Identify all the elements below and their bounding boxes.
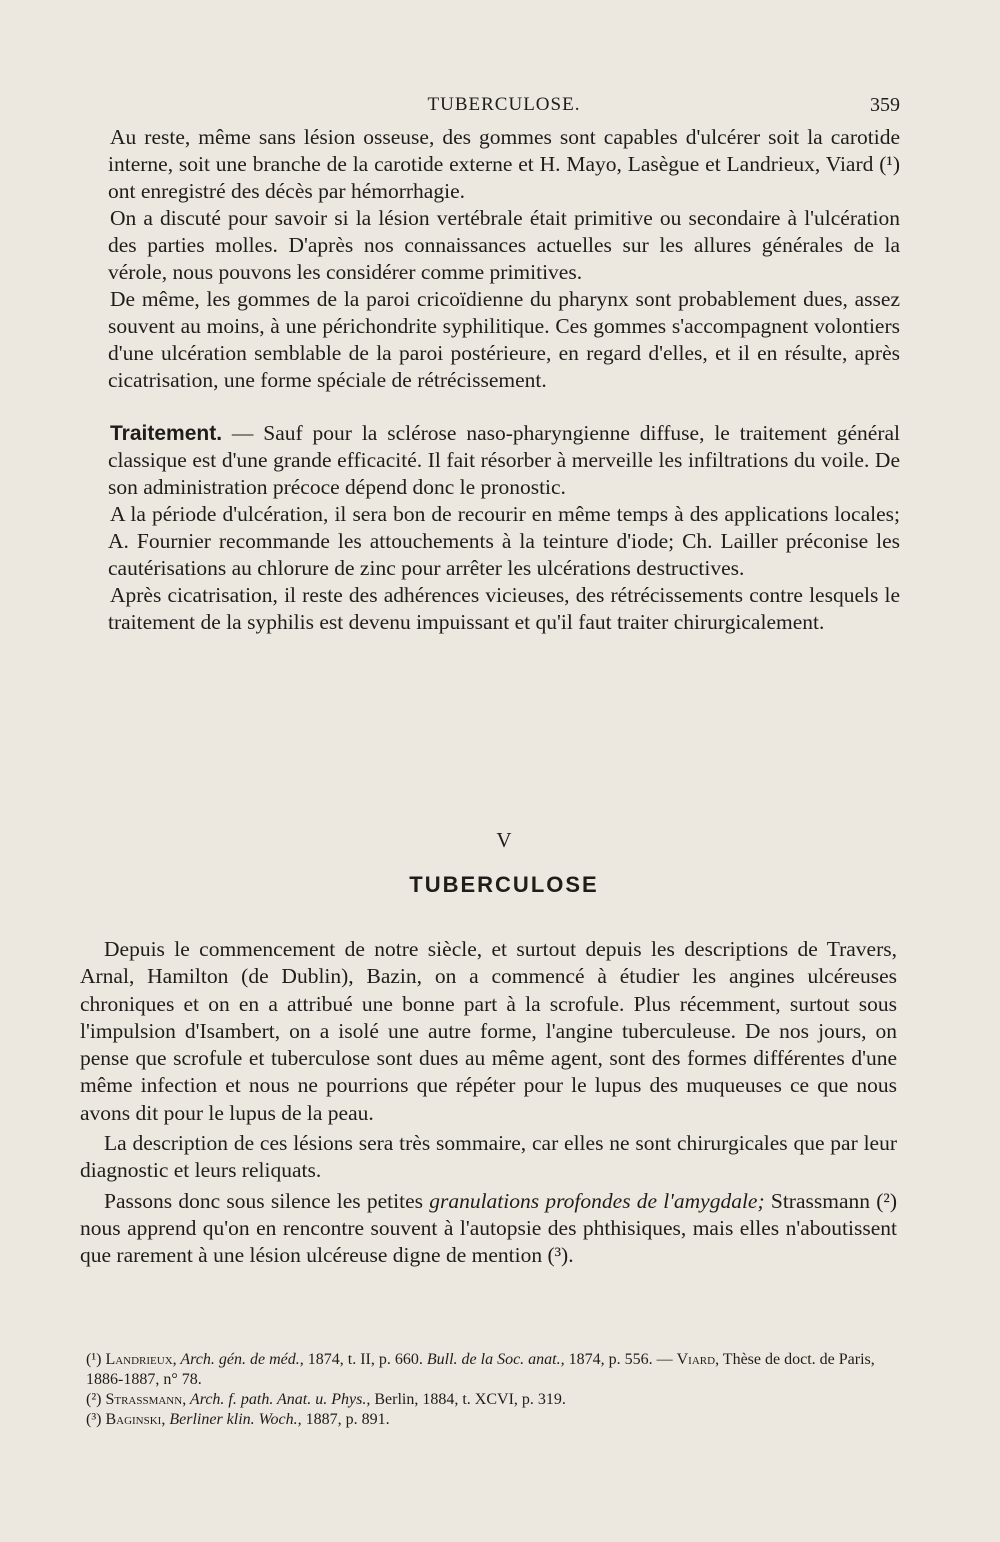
footnote-author: Strassmann, bbox=[105, 1391, 187, 1408]
paragraph: La description de ces lésions sera très sommaire, car elles ne sont chirurgicales que par leur diagnostic et leurs reliquats. bbox=[80, 1131, 897, 1183]
text-run: Passons donc sous silence les petites bbox=[104, 1188, 430, 1213]
paragraph: A la période d'ulcération, il sera bon de recourir en même temps à des applications locales; A. Fournier recommande les attouchements à la teinture d'iode; Ch. Lailler préconise les cautérisations au chlorure de zinc pour arrêter les ulcérations destructives. bbox=[108, 502, 900, 580]
treatment-text: Sauf pour la sclérose naso-pharyngienne diffuse, le traitement général classique est d'une grande efficacité. Il fait résorber à merveille les infiltrations du voile. De son administration précoce dépend donc le pronostic. bbox=[108, 421, 900, 499]
section-numeral: V bbox=[496, 828, 512, 852]
footnote-journal: Arch. f. path. Anat. u. Phys., bbox=[186, 1391, 371, 1408]
footnote bbox=[86, 1410, 896, 1430]
footnote-journal: Berliner klin. Woch., bbox=[165, 1411, 302, 1428]
footnote-author: Viard, bbox=[676, 1351, 720, 1368]
footnotes bbox=[86, 1350, 896, 1430]
paragraph: Au reste, même sans lésion osseuse, des gommes sont capables d'ulcérer soit la carotide interne, soit une branche de la carotide externe et H. Mayo, Lasègue et Landrieux, Viard (¹) ont enregistré des décès par hémorrhagie. bbox=[108, 125, 900, 203]
paragraph: De même, les gommes de la paroi cricoïdienne du pharynx sont probablement dues, assez souvent au moins, à une périchondrite syphilitique. Ces gommes s'accompagnent volontiers d'une ulcération semblable de la paroi postérieure, en regard d'elles, et il en résulte, après cicatrisation, une forme spéciale de rétrécissement. bbox=[108, 287, 900, 392]
treatment-dash: — bbox=[222, 421, 264, 445]
footnote-author: Baginski, bbox=[105, 1411, 166, 1428]
italic-term: granulations profondes de l'amygdale; bbox=[429, 1188, 765, 1213]
footnote-text: 1874, p. 556. — bbox=[564, 1351, 673, 1368]
syphilis-continuation-text bbox=[108, 124, 900, 636]
paragraph: Depuis le commencement de notre siècle, et surtout depuis les descriptions de Travers, Arnal, Hamilton (de Dublin), Bazin, on a commencé à étudier les angines ulcéreuses chroniques et on en a attribué une bonne part à la scrofule. Plus récemment, surtout sous l'impulsion d'Isambert, on a isolé une autre forme, l'angine tuberculeuse. De nos jours, on pense que scrofule et tuberculose sont dues au même agent, sont des formes différentes d'une même infection et nous ne pourrions que répéter pour le lupus des muqueuses ce que nous avons dit pour le lupus de la peau. bbox=[80, 937, 897, 1125]
tuberculosis-text bbox=[80, 936, 897, 1273]
page-number: 359 bbox=[870, 94, 900, 116]
page-header bbox=[108, 94, 900, 124]
section-title: TUBERCULOSE bbox=[409, 872, 599, 897]
footnote-text: Berlin, 1884, t. XCVI, p. 319. bbox=[370, 1391, 566, 1408]
running-title: TUBERCULOSE. bbox=[427, 94, 581, 115]
footnote-mark: (²) bbox=[86, 1391, 102, 1408]
footnote-mark: (¹) bbox=[86, 1351, 102, 1368]
footnote-text: Thèse de doct. de Paris, 1886-1887, n° 78. bbox=[86, 1351, 875, 1388]
footnote-journal: Bull. de la Soc. anat., bbox=[422, 1351, 565, 1368]
paragraph: Après cicatrisation, il reste des adhérences vicieuses, des rétrécissements contre lesquels le traitement de la syphilis est devenu impuissant et qu'il faut traiter chirurgicalement. bbox=[108, 583, 900, 634]
footnote bbox=[86, 1390, 896, 1410]
footnote-mark: (³) bbox=[86, 1411, 102, 1428]
text-run: Strassmann (²) nous apprend qu'on en rencontre souvent à l'autopsie des phthisiques, mais elles n'aboutissent que rarement à une lésion ulcéreuse digne de mention (³). bbox=[80, 1188, 898, 1268]
paragraph bbox=[80, 1188, 897, 1270]
footnote-journal: Arch. gén. de méd., bbox=[176, 1351, 304, 1368]
footnote-text: 1887, p. 891. bbox=[301, 1411, 390, 1428]
treatment-heading: Traitement. bbox=[110, 422, 223, 445]
footnote-text: 1874, t. II, p. 660. bbox=[303, 1351, 423, 1368]
treatment-paragraph bbox=[108, 420, 900, 501]
footnote bbox=[86, 1350, 896, 1390]
footnote-author: Landrieux, bbox=[105, 1351, 177, 1368]
paragraph: On a discuté pour savoir si la lésion vertébrale était primitive ou secondaire à l'ulcération des parties molles. D'après nos connaissances actuelles sur les allures générales de la vérole, nous pouvons les considérer comme primitives. bbox=[108, 206, 900, 284]
